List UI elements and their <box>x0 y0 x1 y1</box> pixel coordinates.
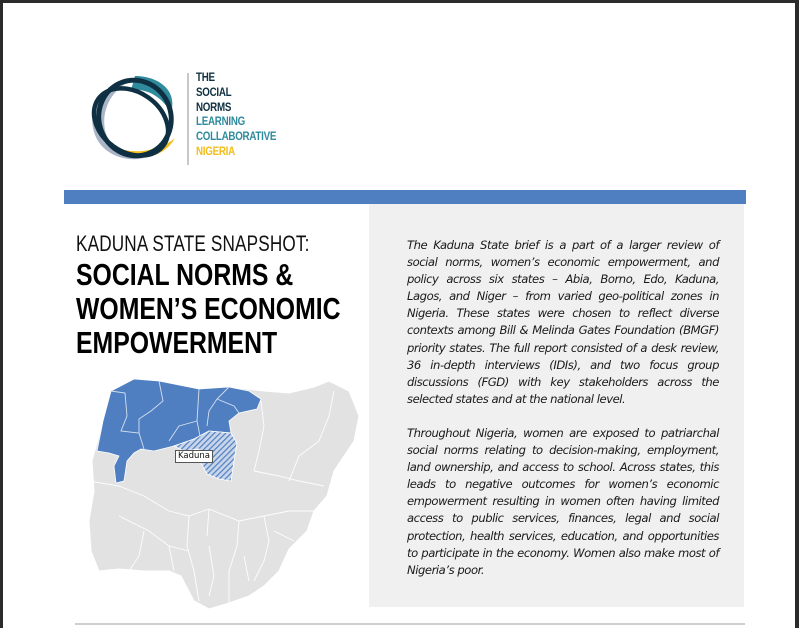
title-line-1: SOCIAL NORMS & <box>76 257 294 292</box>
document-page <box>3 3 795 628</box>
page-title <box>76 257 341 360</box>
accent-bar <box>64 190 746 204</box>
logo-line-norms: NORMS <box>196 101 232 114</box>
title-block <box>76 231 366 360</box>
logo-line-learning: LEARNING <box>196 116 246 129</box>
title-line-2: WOMEN’S ECONOMIC <box>76 291 341 326</box>
bottom-divider <box>75 623 745 625</box>
map-label-kaduna: Kaduna <box>175 450 213 463</box>
summary-paragraph-2: Throughout Nigeria, women are exposed to patriarchal social norms relating to decision-making, employment, land ownership, and access to school. Across states, this leads to negative outcomes for women’s economic empowerment resulting in women often having limited access to public services, finances, legal and social protection, health services, education, and opportunities to participate in the economy. Women also make most of Nigeria’s poor. <box>407 425 719 577</box>
logo-line-collaborative: COLLABORATIVE <box>196 131 277 144</box>
page-subtitle: KADUNA STATE SNAPSHOT: <box>76 231 310 256</box>
logo-line-the: THE <box>196 72 215 84</box>
logo-line-nigeria: NIGERIA <box>196 145 235 158</box>
logo-line-social: SOCIAL <box>196 86 232 99</box>
social-norms-logo-icon <box>83 68 183 168</box>
title-line-3: EMPOWERMENT <box>76 325 278 360</box>
logo-divider <box>187 73 189 165</box>
logo-wordmark <box>196 71 276 160</box>
summary-text <box>407 237 719 596</box>
nigeria-map <box>89 371 379 616</box>
summary-paragraph-1: The Kaduna State brief is a part of a larger review of social norms, women’s economic empowerment, and policy across six states – Abia, Borno, Edo, Kaduna, Lagos, and Niger – from varied geo-political zones in Nigeria. These states were chosen to reflect diverse contexts among Bill & Melinda Gates Foundation (BMGF) priority states. The full report consisted of a desk review, 36 in-depth interviews (IDIs), and two focus group discussions (FGD) with key stakeholders across the selected states and at the national level. <box>407 238 719 406</box>
